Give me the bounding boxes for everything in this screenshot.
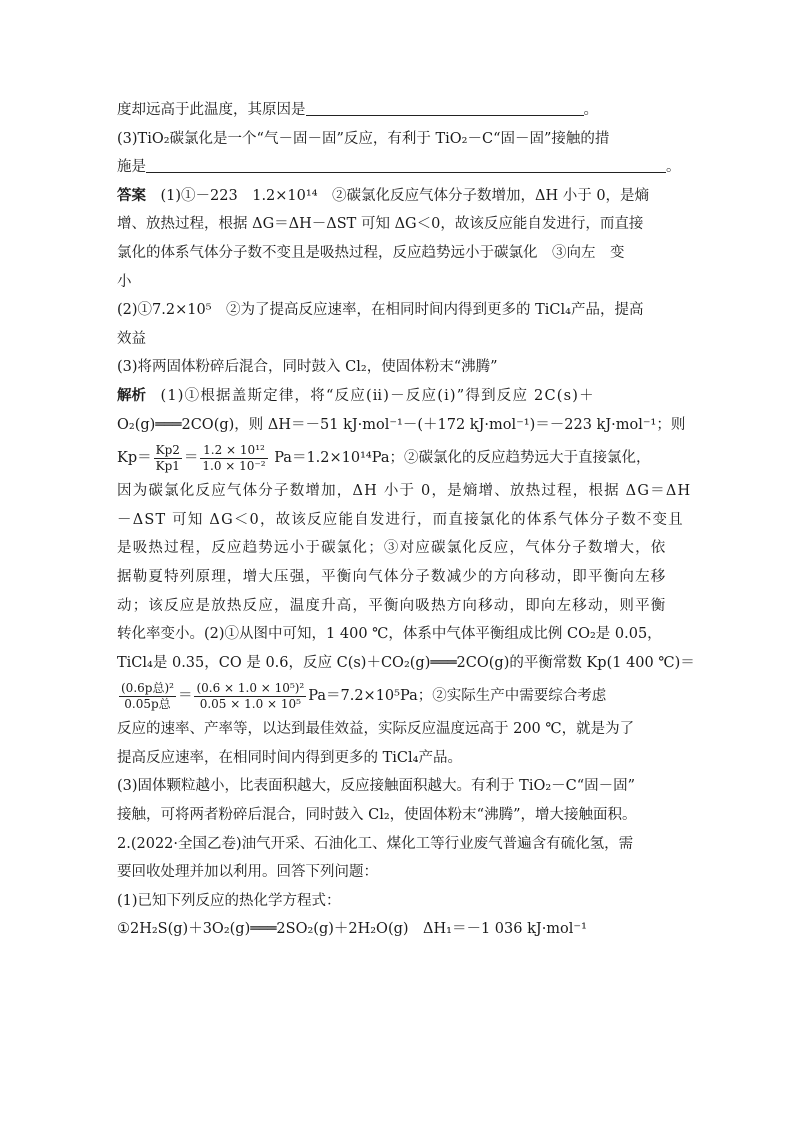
denominator: 1.0 × 10⁻² bbox=[202, 458, 266, 473]
analysis-line bbox=[117, 744, 679, 773]
analysis-text: TiCl₄是 0.35，CO 是 0.6，反应 C(s)＋CO₂(g)═══2CO(g)的平衡常数 Kp(1 400 ℃)＝ bbox=[117, 654, 695, 671]
numerator: (0.6 × 1.0 × 10⁵)² bbox=[196, 680, 305, 695]
analysis-text: (1)①根据盖斯定律，将“反应(ⅱ)－反应(ⅰ)”得到反应 2C(s)＋ bbox=[160, 387, 595, 404]
answer-line bbox=[117, 353, 679, 382]
answer-text: 小 bbox=[117, 273, 132, 290]
analysis-text: 反应的速率、产率等，以达到最佳效益，实际反应温度远高于 200 ℃，就是为了 bbox=[117, 721, 635, 738]
text-line bbox=[117, 125, 679, 154]
analysis-line bbox=[117, 715, 679, 744]
answer-blank bbox=[306, 99, 584, 116]
analysis-line bbox=[117, 534, 679, 563]
answer-text: (2)①7.2×10⁵ ②为了提高反应速率，在相同时间内得到更多的 TiCl₄产品，提高 bbox=[117, 302, 644, 319]
analysis-text: 因为碳氯化反应气体分子数增加，ΔH 小于 0，是熵增、放热过程，根据 ΔG＝ΔH bbox=[117, 483, 692, 500]
answer-line bbox=[117, 239, 679, 268]
numerator: 1.2 × 10¹² bbox=[200, 443, 267, 459]
question-text: 2.(2022·全国乙卷)油气开采、石油化工、煤化工等行业废气普遍含有硫化氢，需 bbox=[117, 835, 634, 852]
analysis-text: O₂(g)═══2CO(g)，则 ΔH＝－51 kJ·mol⁻¹－(＋172 kJ·mol⁻¹)＝－223 kJ·mol⁻¹；则 bbox=[117, 416, 686, 433]
analysis-line bbox=[117, 506, 684, 535]
analysis-line bbox=[117, 563, 679, 592]
answer-text: 效益 bbox=[117, 330, 146, 347]
answer-text: 氯化的体系气体分子数不变且是吸热过程，反应趋势远小于碳氯化 ③向左 变 bbox=[117, 244, 625, 261]
answer-line bbox=[117, 325, 679, 354]
analysis-text: 转化率变小。(2)①从图中可知，1 400 ℃，体系中气体平衡组成比例 CO₂是 0.05， bbox=[117, 626, 662, 643]
kp-symbol: Kp＝ bbox=[117, 450, 152, 467]
question-text: (3)TiO₂碳氯化是一个“气－固－固”反应，有利于 TiO₂－C“固－固”接触的措 bbox=[117, 130, 610, 147]
analysis-text: Pa＝1.2×10¹⁴Pa；②碳氯化的反应趋势远大于直接氯化， bbox=[269, 450, 651, 467]
equals: ＝ bbox=[177, 688, 193, 705]
question-line bbox=[117, 887, 679, 916]
analysis-text: 提高反应速率，在相同时间内得到更多的 TiCl₄产品。 bbox=[117, 749, 462, 766]
answer-text: (3)将两固体粉碎后混合，同时鼓入 Cl₂，使固体粉末“沸腾” bbox=[117, 359, 498, 376]
analysis-text: 接触，可将两者粉碎后混合，同时鼓入 Cl₂，使固体粉末“沸腾”，增大接触面积。 bbox=[117, 807, 637, 824]
answer-line bbox=[117, 296, 679, 325]
question-line bbox=[117, 830, 679, 859]
fraction bbox=[154, 443, 182, 474]
period: 。 bbox=[583, 102, 598, 118]
analysis-text: －ΔST 可知 ΔG＜0，故该反应能自发进行，而直接氯化的体系气体分子数不变且 bbox=[117, 511, 684, 528]
question-text: 度却远高于此温度，其原因是 bbox=[117, 102, 306, 118]
answer-text: 增、放热过程，根据 ΔG＝ΔH－ΔST 可知 ΔG＜0，故该反应能自发进行，而直接 bbox=[117, 216, 644, 233]
analysis-text: 动；该反应是放热反应，温度升高，平衡向吸热方向移动，即向左移动，则平衡 bbox=[117, 597, 667, 614]
answer-line bbox=[117, 182, 679, 211]
equation-line bbox=[117, 915, 679, 944]
analysis-label: 解析 bbox=[117, 386, 146, 404]
denominator: 0.05p总 bbox=[124, 696, 171, 711]
answer-text: (1)①－223 1.2×10¹⁴ ②碳氯化反应气体分子数增加，ΔH 小于 0，是熵 bbox=[160, 187, 650, 204]
denominator: Kp1 bbox=[155, 458, 180, 473]
answer-line bbox=[117, 268, 679, 297]
answer-blank bbox=[146, 156, 666, 173]
analysis-text: 是吸热过程，反应趋势远小于碳氯化；③对应碳氯化反应，气体分子数增大，依 bbox=[117, 540, 667, 557]
formula-line bbox=[117, 439, 679, 477]
fraction bbox=[194, 681, 306, 712]
answer-label: 答案 bbox=[117, 186, 146, 204]
fraction bbox=[200, 443, 267, 474]
analysis-line bbox=[117, 649, 695, 678]
document-page bbox=[117, 96, 695, 944]
analysis-text: (3)固体颗粒越小，比表面积越大，反应接触面积越大。有利于 TiO₂－C“固－固” bbox=[117, 778, 636, 795]
text-line bbox=[117, 153, 679, 182]
text-line bbox=[117, 96, 679, 125]
question-line bbox=[117, 858, 679, 887]
denominator: 0.05 × 1.0 × 10⁵ bbox=[199, 696, 301, 711]
answer-line bbox=[117, 210, 679, 239]
numerator: (0.6p总)² bbox=[121, 680, 174, 695]
period: 。 bbox=[666, 159, 681, 176]
analysis-text: Pa＝7.2×10⁵Pa；②实际生产中需要综合考虑 bbox=[308, 688, 607, 705]
question-text: 要回收处理并加以利用。回答下列问题： bbox=[117, 864, 378, 881]
analysis-line bbox=[117, 592, 679, 621]
fraction bbox=[119, 681, 176, 712]
analysis-line bbox=[117, 801, 679, 830]
equals: ＝ bbox=[183, 450, 199, 467]
analysis-line bbox=[117, 477, 692, 506]
analysis-line bbox=[117, 772, 679, 801]
analysis-line bbox=[117, 411, 686, 440]
numerator: Kp2 bbox=[155, 442, 180, 457]
formula-line bbox=[117, 677, 679, 715]
analysis-text: 据勒夏特列原理，增大压强，平衡向气体分子数减少的方向移动，即平衡向左移 bbox=[117, 568, 667, 585]
question-text: (1)已知下列反应的热化学方程式： bbox=[117, 892, 341, 909]
equation-text: ①2H₂S(g)＋3O₂(g)═══2SO₂(g)＋2H₂O(g) ΔH₁＝－1 036 kJ·mol⁻¹ bbox=[117, 921, 587, 938]
question-text: 施是 bbox=[117, 159, 146, 176]
analysis-line bbox=[117, 382, 679, 411]
analysis-line bbox=[117, 620, 679, 649]
